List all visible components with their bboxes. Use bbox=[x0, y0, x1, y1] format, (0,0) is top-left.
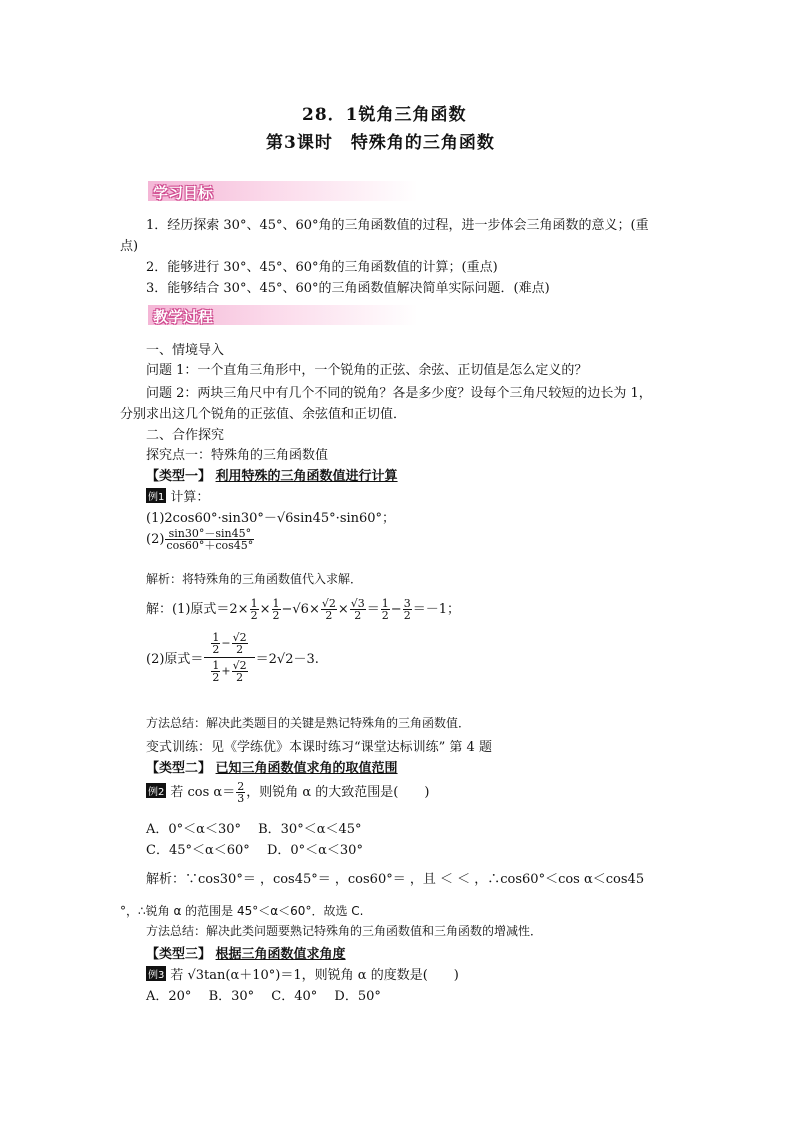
denominator: 3 bbox=[237, 792, 245, 805]
denominator: 2 bbox=[236, 643, 244, 656]
numerator: √3 bbox=[350, 597, 365, 610]
denominator: 2 bbox=[250, 609, 258, 622]
analysis-1: 解析：将特殊角的三角函数值代入求解． bbox=[146, 572, 363, 586]
question-2-cont: 分别求出这几个锐角的正弦值、余弦值和正切值． bbox=[120, 407, 407, 422]
fraction bbox=[165, 528, 254, 551]
denominator: 2 bbox=[381, 609, 389, 622]
denominator: 2 bbox=[236, 671, 244, 684]
section-banner-process bbox=[148, 305, 418, 325]
example-tag: 例3 bbox=[146, 966, 166, 981]
example-2 bbox=[146, 781, 429, 804]
type-label: 【类型一】 bbox=[146, 469, 212, 484]
fraction bbox=[250, 598, 259, 621]
goal-line: 点) bbox=[120, 239, 139, 254]
banner-label: 学习目标 bbox=[153, 184, 214, 202]
numerator: √2 bbox=[321, 597, 336, 610]
goal-line: 3．能够结合 30°、45°、60°的三角函数值解决简单实际问题．(难点) bbox=[146, 281, 550, 296]
example-text: 若 cos α＝ bbox=[170, 785, 236, 800]
solution-prefix: 解：(1)原式＝2× bbox=[146, 602, 249, 617]
type-2-heading bbox=[146, 757, 398, 776]
denominator: 2 bbox=[212, 671, 220, 684]
type-text: 已知三角函数值求角的取值范围 bbox=[215, 761, 398, 776]
solution-result: ＝2√2－3. bbox=[255, 652, 319, 667]
fraction bbox=[272, 598, 281, 621]
denominator: 2 bbox=[403, 609, 411, 622]
compound-fraction bbox=[204, 632, 254, 683]
fraction bbox=[350, 598, 366, 621]
section-heading: 二、合作探究 bbox=[146, 428, 225, 443]
denominator: 2 bbox=[354, 609, 362, 622]
type-label: 【类型三】 bbox=[146, 947, 212, 962]
goal-line: 2．能够进行 30°、45°、60°角的三角函数值的计算；(重点) bbox=[146, 260, 498, 275]
example-tag: 例1 bbox=[146, 488, 166, 503]
denominator: 2 bbox=[325, 609, 333, 622]
type-label: 【类型二】 bbox=[146, 761, 212, 776]
fraction bbox=[403, 598, 412, 621]
fraction bbox=[211, 660, 220, 683]
denominator: cos60°＋cos45° bbox=[166, 539, 254, 552]
numerator: 3 bbox=[403, 597, 411, 610]
example-text: 若 √3tan(α＋10°)＝1，则锐角 α 的度数是( ) bbox=[170, 968, 459, 983]
denominator: 2 bbox=[272, 609, 280, 622]
fraction bbox=[381, 598, 390, 621]
numerator: √2 bbox=[232, 631, 247, 644]
numerator: 1 bbox=[272, 597, 280, 610]
solution-1: 解：(1)原式＝2× $\frac{1}{2}$ × $\frac{1}{2}$ −√6× $\frac{√2}{2}$ × $\frac{√3}{2}$ ＝ $\frac{1}{2}$ − $\frac{3}{2}$ ＝－1； bbox=[146, 597, 460, 622]
numerator: 1 bbox=[212, 659, 220, 672]
question-2: 问题 2：两块三角尺中有几个不同的锐角？各是多少度？设每个三角尺较短的边长为 1， bbox=[146, 386, 652, 401]
variation-1: 变式训练：见《学练优》本课时练习“课堂达标训练” 第 4 题 bbox=[146, 740, 492, 755]
example-3 bbox=[146, 964, 459, 983]
numerator: √2 bbox=[232, 659, 247, 672]
options-2-row-1: A．0°＜α＜30° B．30°＜α＜45° bbox=[146, 822, 362, 837]
fraction bbox=[236, 781, 245, 804]
example-text: ，则锐角 α 的大致范围是( ) bbox=[246, 785, 430, 800]
part-label: (2) bbox=[146, 532, 165, 547]
analysis-2: 解析：∵cos30°＝ ，cos45°＝ ，cos60°＝ ，且 ＜ ＜ ，∴cos60°＜cos α＜cos45 bbox=[146, 872, 645, 887]
solution-prefix: (2)原式＝ bbox=[146, 652, 204, 667]
method-summary-1: 方法总结：解决此类题目的关键是熟记特殊角的三角函数值． bbox=[146, 716, 471, 730]
denominator: 2 bbox=[212, 643, 220, 656]
type-text: 利用特殊的三角函数值进行计算 bbox=[215, 469, 398, 484]
numerator: 1 bbox=[212, 631, 220, 644]
numerator: sin30°－sin45° bbox=[165, 528, 254, 540]
type-text: 根据三角函数值求角度 bbox=[215, 947, 346, 962]
explore-point: 探究点一：特殊角的三角函数值 bbox=[146, 448, 329, 463]
section-banner-goals bbox=[148, 181, 418, 201]
example-1-part-a: (1)2cos60°·sin30°－√6sin45°·sin60°； bbox=[146, 511, 396, 526]
example-1 bbox=[146, 486, 209, 505]
numerator: 2 bbox=[237, 780, 245, 793]
method-summary-2: 方法总结：解决此类问题要熟记特殊角的三角函数值和三角函数的增减性． bbox=[146, 924, 543, 938]
section-heading: 一、情境导入 bbox=[146, 343, 225, 358]
type-3-heading bbox=[146, 943, 346, 962]
goal-line: 1．经历探索 30°、45°、60°角的三角函数值的过程，进一步体会三角函数的意义；(重 bbox=[146, 218, 649, 233]
denominator: $\frac{1}{2}$ + $\frac{√2}{2}$ bbox=[212, 659, 247, 684]
page-title: 28．1锐角三角函数 bbox=[302, 105, 467, 125]
example-tag: 例2 bbox=[146, 783, 166, 798]
fraction bbox=[232, 632, 248, 655]
example-text: 计算： bbox=[170, 490, 210, 505]
fraction bbox=[321, 598, 337, 621]
options-2-row-2: C．45°＜α＜60° D．0°＜α＜30° bbox=[146, 843, 363, 858]
question-1: 问题 1：一个直角三角形中，一个锐角的正弦、余弦、正切值是怎么定义的？ bbox=[146, 363, 588, 378]
fraction bbox=[211, 632, 220, 655]
numerator: 1 bbox=[381, 597, 389, 610]
banner-label: 教学过程 bbox=[153, 308, 214, 326]
type-1-heading bbox=[146, 465, 398, 484]
example-1-part-b bbox=[146, 528, 255, 551]
solution-2 bbox=[146, 632, 319, 683]
numerator: 1 bbox=[250, 597, 258, 610]
analysis-2-cont: °，∴锐角 α 的范围是 45°＜α＜60°．故选 C. bbox=[120, 904, 364, 918]
fraction bbox=[232, 660, 248, 683]
options-3: A．20° B．30° C．40° D．50° bbox=[146, 989, 381, 1004]
numerator: $\frac{1}{2}$ − $\frac{√2}{2}$ bbox=[204, 632, 254, 658]
page-subtitle: 第3课时 特殊角的三角函数 bbox=[266, 133, 495, 153]
